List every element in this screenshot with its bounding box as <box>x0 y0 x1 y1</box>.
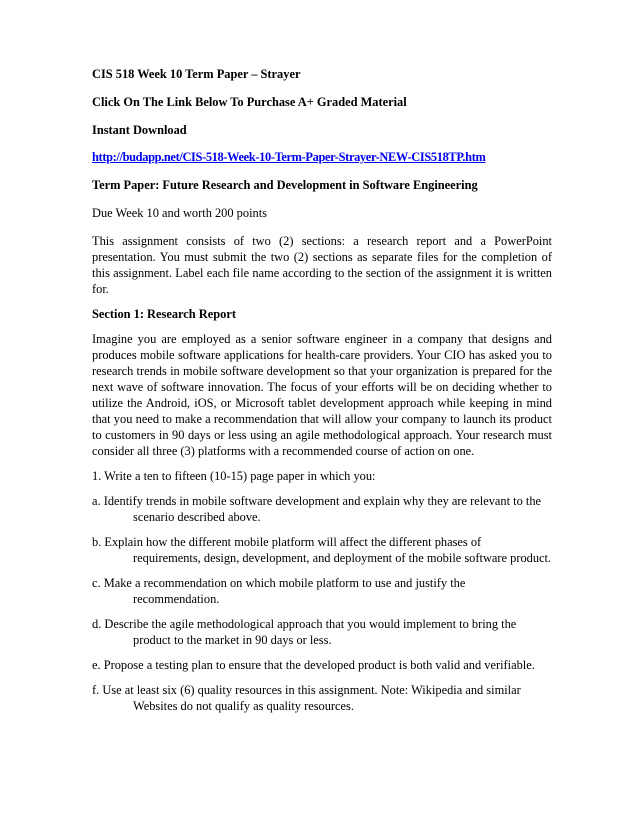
section1-paragraph: Imagine you are employed as a senior software engineer in a company that designs and produces mobile software applications for health-care providers. Your CIO has asked you to research trends in mobile software development so that your organization is prepared for the next wave of software innovation. The focus of your efforts will be on deciding whether to utilize the Android, iOS, or Microsoft tablet development approach while keeping in mind that you need to make a recommendation that will allow your company to launch its product to customers in 90 days or less using an agile methodological approach. Your research must consider all three (3) platforms with a recommended course of action on one. <box>92 332 552 458</box>
list-item-c: c. Make a recommendation on which mobile platform to use and justify the recommendation. <box>92 576 466 606</box>
document-title: CIS 518 Week 10 Term Paper – Strayer <box>92 67 301 81</box>
list-item-b: b. Explain how the different mobile platform will affect the different phases of requirements, design, development, and deployment of the mobile software product. <box>92 535 552 565</box>
intro-paragraph: This assignment consists of two (2) sections: a research report and a PowerPoint presentation. You must submit the two (2) sections as separate files for the completion of this assignment. Label each file name according to the section of the assignment it is written for. <box>92 234 552 296</box>
purchase-link[interactable]: http://budapp.net/CIS-518-Week-10-Term-Paper-Strayer-NEW-CIS518TP.htm <box>92 150 486 164</box>
list-item-d: d. Describe the agile methodological approach that you would implement to bring the product to the market in 90 days or less. <box>92 617 517 647</box>
list-item-a: a. Identify trends in mobile software development and explain why they are relevant to the scenario described above. <box>92 494 542 524</box>
document-page <box>92 66 552 722</box>
section1-heading: Section 1: Research Report <box>92 307 236 321</box>
purchase-line: Click On The Link Below To Purchase A+ Graded Material <box>92 95 407 109</box>
term-paper-heading: Term Paper: Future Research and Development in Software Engineering <box>92 178 478 192</box>
download-line: Instant Download <box>92 123 187 137</box>
list-item-e: e. Propose a testing plan to ensure that the developed product is both valid and verifiable. <box>92 658 535 672</box>
step1-line: 1. Write a ten to fifteen (10-15) page paper in which you: <box>92 469 376 483</box>
due-line: Due Week 10 and worth 200 points <box>92 206 267 220</box>
list-item-f: f. Use at least six (6) quality resources in this assignment. Note: Wikipedia and similar Websites do not qualify as quality resources. <box>92 683 521 713</box>
